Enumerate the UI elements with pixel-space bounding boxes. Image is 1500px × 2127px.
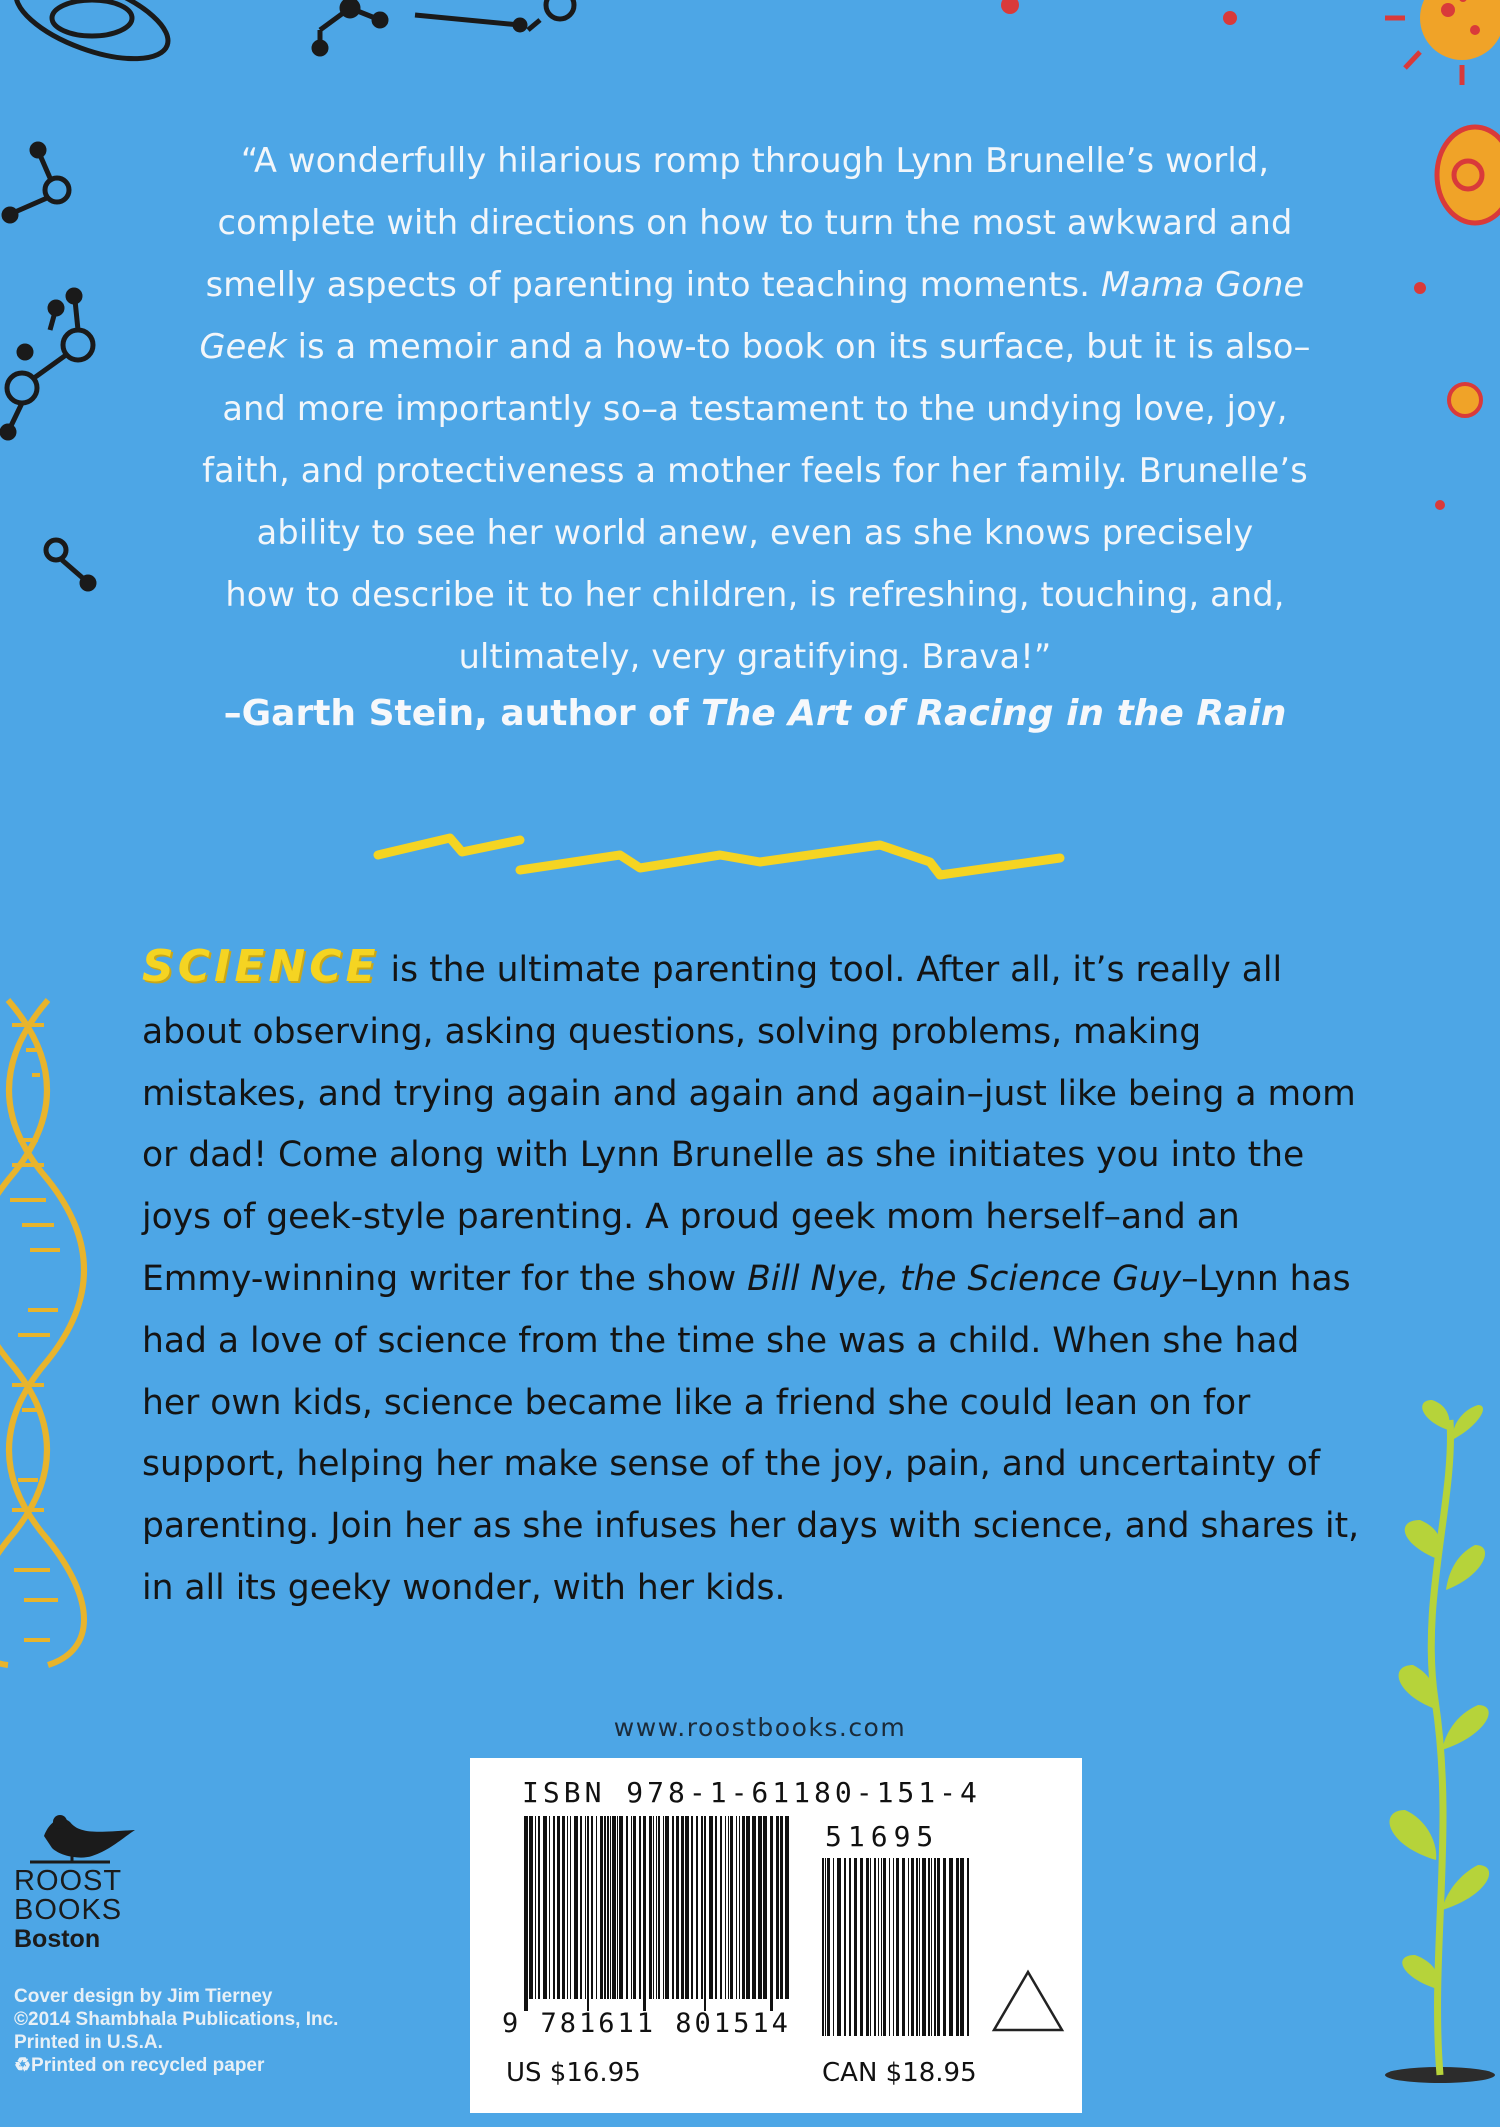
barcode-bar (549, 1816, 550, 1999)
quote-line: how to describe it to her children, is refreshing, touching, and, (225, 575, 1285, 614)
barcode-bar (860, 1858, 863, 2036)
science-heading: SCIENCE (142, 941, 380, 992)
sprout-plant-icon (1385, 1400, 1495, 2083)
book-description (142, 936, 1362, 1620)
barcode-bar (883, 1858, 886, 2036)
barcode-bar (844, 1858, 846, 2036)
credit-line: Printed in U.S.A. (14, 2032, 163, 2053)
barcode-bar (752, 1816, 756, 1999)
barcode-bar (715, 1816, 717, 1999)
barcode-bar (893, 1858, 894, 2036)
barcode-bar (570, 1816, 571, 1999)
credits (14, 1985, 338, 2077)
barcode-bar (960, 1858, 964, 2036)
barcode-bar (827, 1858, 830, 2036)
barcode-bar (854, 1858, 857, 2036)
dna-helix-icon (0, 1000, 84, 1665)
barcode-bar (746, 1816, 750, 1999)
barcode-bar (785, 1816, 789, 1999)
barcode-bar (538, 1816, 540, 1999)
quote-line: complete with directions on how to turn the most awkward and (217, 203, 1293, 242)
credit-line: ♻Printed on recycled paper (14, 2055, 265, 2076)
barcode-bar (928, 1858, 930, 2036)
price-us: US $16.95 (506, 2058, 641, 2088)
barcode-bar (663, 1816, 664, 1999)
barcode-bar (619, 1816, 623, 1999)
quote-line: faith, and protectiveness a mother feels for her family. Brunelle’s (202, 451, 1308, 490)
barcode-bar (911, 1858, 914, 2036)
attribution-book-title: The Art of Racing in the Rain (701, 693, 1287, 734)
barcode-bar (902, 1858, 905, 2036)
barcode-bar (639, 1816, 641, 1999)
barcode-bar (937, 1858, 940, 2036)
barcode-bar (825, 1858, 826, 2036)
barcode-bar (643, 1816, 646, 2011)
molecule-icon-left-1 (4, 144, 69, 221)
barcode-bar (931, 1858, 932, 2036)
quote-line: and more importantly so–a testament to the undying love, joy, (222, 389, 1288, 428)
quote-line: ability to see her world anew, even as she knows precisely (256, 513, 1254, 552)
barcode-bar (949, 1858, 953, 2036)
barcode-bar (837, 1858, 841, 2036)
triangle-icon (990, 1968, 1066, 2034)
ean-digits: 9 781611 801514 (502, 2008, 791, 2039)
barcode-bar (676, 1816, 679, 1999)
barcode-bar (742, 1816, 745, 1999)
barcode-bar (833, 1858, 834, 2036)
isbn-label: ISBN 978-1-61180-151-4 (522, 1776, 981, 1809)
barcode-bar (870, 1858, 871, 2036)
quote-line: smelly aspects of parenting into teaching moments. (205, 265, 1091, 304)
barcode-main-bars (524, 1816, 794, 2011)
barcode-bar (934, 1858, 936, 2036)
barcode-bar (604, 1816, 606, 1999)
barcode-bar (574, 1816, 578, 1999)
barcode-bar (866, 1858, 869, 2036)
barcode-bar (919, 1858, 920, 2036)
barcode-bar (557, 1816, 560, 1999)
description-text-2: –Lynn has had a love of science from the time she was a child. When she had her own kids, science became like a friend she could lean on for support, helping her make sense of the joy, pain, and uncertainty of parenting. Join her as she infuses her days with science, and shares it, in all its geeky wonder, with her kids. (142, 1258, 1360, 1608)
quote-line: is a memoir and a how-to book on its surface, but it is also– (286, 327, 1311, 366)
barcode-bar (691, 1816, 693, 1999)
barcode-bar (585, 1816, 586, 1999)
barcode-bar (878, 1858, 879, 2036)
website-link[interactable]: www.roostbooks.com (613, 1713, 907, 1742)
barcode-bar (822, 1858, 824, 2036)
barcode-bar (610, 1816, 611, 1999)
barcode-bar (535, 1816, 536, 1999)
barcode-bar (543, 1816, 547, 1999)
quote-line: ultimately, very gratifying. Brava!” (458, 637, 1052, 676)
credit-line: ©2014 Shambhala Publications, Inc. (14, 2009, 339, 2030)
barcode-bar (596, 1816, 597, 1999)
barcode-bar (665, 1816, 669, 1999)
barcode-bar (758, 1816, 762, 1999)
barcode-bar (728, 1816, 729, 1999)
barcode-bar (681, 1816, 684, 1999)
addon-code: 51695 (825, 1820, 940, 1853)
show-title: Bill Nye, the Science Guy (747, 1258, 1182, 1299)
barcode-bar (591, 1816, 593, 1999)
barcode-bar (908, 1858, 909, 2036)
barcode-bar (943, 1858, 946, 2036)
barcode-bar (736, 1816, 737, 1999)
price-can: CAN $18.95 (822, 2058, 977, 2088)
barcode-bar (922, 1858, 926, 2036)
quote-book-title: Mama Gone (1101, 265, 1305, 304)
barcode-bar (672, 1816, 674, 1999)
barcode-bar (685, 1816, 689, 1999)
barcode-bar (780, 1816, 783, 1999)
quote-book-title-2: Geek (199, 327, 287, 366)
quote-attribution (150, 684, 1360, 744)
barcode-bar (631, 1816, 632, 1999)
barcode-bar (704, 1816, 706, 2011)
barcode-bar (626, 1816, 628, 1999)
publisher-name-line2: BOOKS (14, 1894, 123, 1926)
publisher-name-line1: ROOST (14, 1865, 123, 1897)
virus-icon-top-right (1385, 0, 1500, 85)
barcode-bar (874, 1858, 876, 2036)
barcode-bar (763, 1816, 767, 1999)
barcode-bar (649, 1816, 652, 1999)
barcode-bar (600, 1816, 603, 1999)
barcode-bar (725, 1816, 726, 1999)
barcode-bar (562, 1816, 565, 1999)
barcode-bar (612, 1816, 616, 1999)
barcode-bar (916, 1858, 918, 2036)
barcode-bar (696, 1816, 698, 1999)
barcode-bar (956, 1858, 959, 2036)
endorsement-quote (150, 130, 1360, 688)
barcode-addon-bars (822, 1858, 972, 2048)
molecule-icon-top (314, 0, 574, 54)
barcode-bar (730, 1816, 733, 1999)
barcode-bar (607, 1816, 609, 1999)
publisher-city: Boston (14, 1925, 101, 1953)
attribution-author: –Garth Stein, author of (223, 693, 702, 734)
barcode-bar (896, 1858, 899, 2036)
barcode-bar (739, 1816, 740, 1999)
lightning-divider (378, 838, 1060, 875)
barcode-box (470, 1758, 1082, 2113)
barcode-bar (553, 1816, 555, 1999)
barcode-bar (889, 1858, 890, 2036)
cell-icon-right (1437, 127, 1500, 223)
barcode-bar (587, 1816, 589, 2011)
barcode-bar (967, 1858, 969, 2036)
quote-line: “A wonderfully hilarious romp through Lynn Brunelle’s world, (240, 141, 1270, 180)
barcode-bar (770, 1816, 773, 2011)
barcode-bar (709, 1816, 713, 1999)
barcode-bar (633, 1816, 636, 1999)
molecule-icon-left-3 (46, 540, 94, 589)
barcode-bar (849, 1858, 851, 2036)
barcode-bar (580, 1816, 582, 1999)
molecule-icon-left-2 (2, 290, 93, 438)
barcode-bar (567, 1816, 568, 1999)
barcode-bar (658, 1816, 660, 1999)
barcode-bar (653, 1816, 654, 1999)
barcode-bar (529, 1816, 533, 1999)
barcode-bar (524, 1816, 528, 2011)
barcode-bar (881, 1858, 882, 2036)
barcode-bar (656, 1816, 657, 1999)
atom-icon (6, 0, 178, 75)
barcode-bar (776, 1816, 779, 1999)
barcode-bar (617, 1816, 618, 1999)
barcode-bar (720, 1816, 722, 1999)
credit-line: Cover design by Jim Tierney (14, 1986, 273, 2007)
description-text: is the ultimate parenting tool. After all, it’s really all about observing, asking questions, solving problems, making mistakes, and trying again and again and again–just like being a mom or dad! Come along with Lynn Brunelle as she initiates you into the joys of geek-style parenting. A proud geek mom herself–and an Emmy-winning writer for the show (142, 950, 1356, 1299)
roost-bird-logo-icon (30, 1815, 135, 1862)
barcode-bar (701, 1816, 703, 1999)
